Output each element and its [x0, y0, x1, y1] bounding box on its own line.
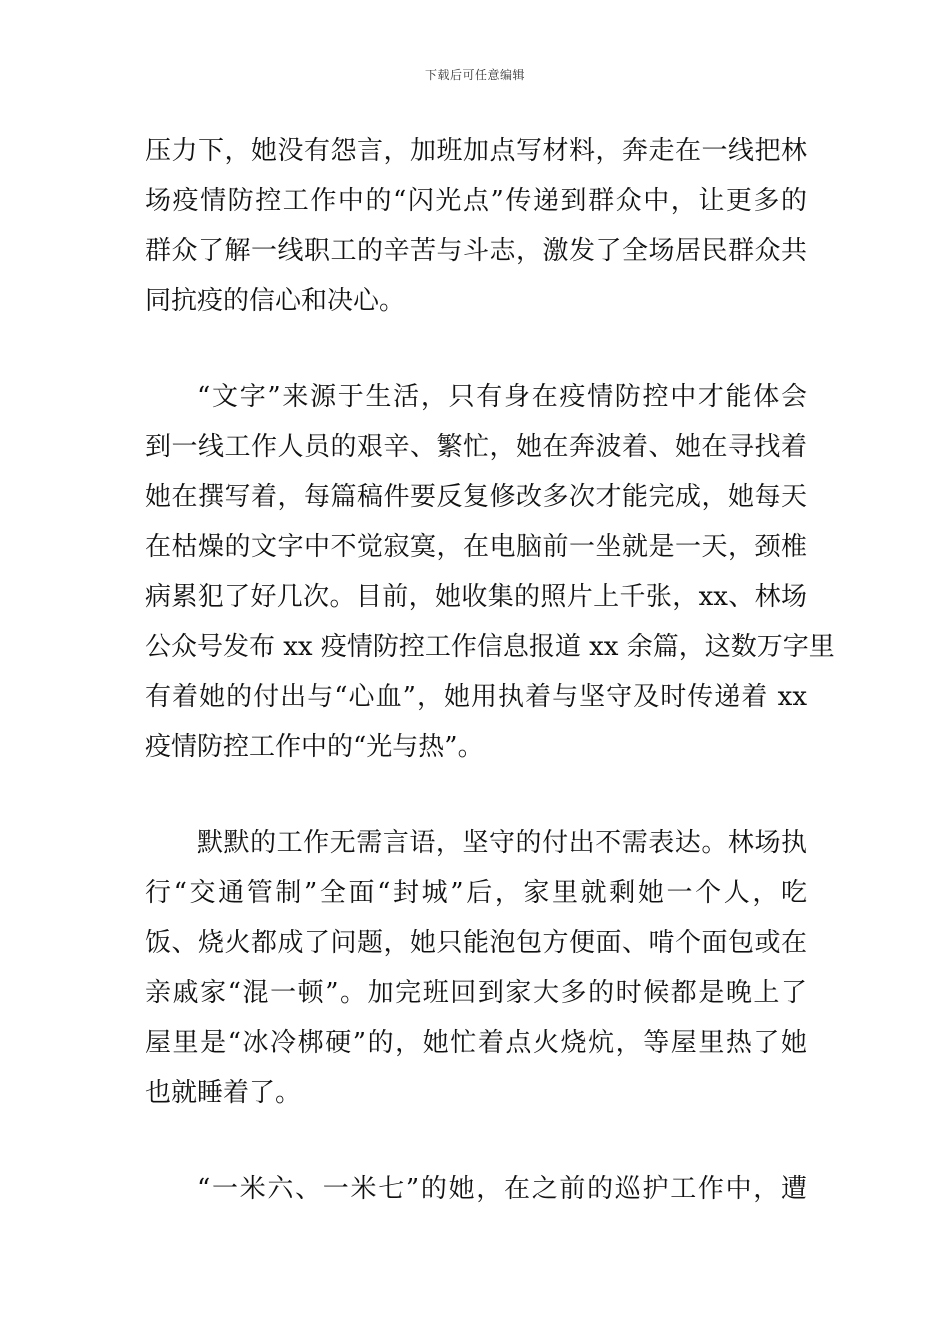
text-line: 公众号发布 xx 疫情防控工作信息报道 xx 余篇，这数万字里	[145, 632, 835, 662]
text-line: 屋里是“冰冷梆硬”的，她忙着点火烧炕，等屋里热了她	[145, 1028, 807, 1058]
text-line: 有着她的付出与“心血”，她用执着与坚守及时传递着 xx	[145, 682, 807, 712]
text-line: 到一线工作人员的艰辛、繁忙，她在奔波着、她在寻找着	[145, 432, 807, 462]
text-line: 群众了解一线职工的辛苦与斗志，激发了全场居民群众共	[145, 236, 807, 266]
header-note: 下载后可任意编辑	[424, 68, 525, 82]
text-line: 压力下，她没有怨言，加班加点写材料，奔走在一线把林	[145, 136, 807, 166]
paragraph-2	[145, 372, 835, 772]
text-line: 也就睡着了。	[145, 1078, 302, 1108]
text-line: 饭、烧火都成了问题，她只能泡包方便面、啃个面包或在	[145, 928, 807, 958]
text-line: 亲戚家“混一顿”。加完班回到家大多的时候都是晚上了	[145, 978, 807, 1008]
text-line: 疫情防控工作中的“光与热”。	[145, 732, 484, 762]
text-line: 她在撰写着，每篇稿件要反复修改多次才能完成，她每天	[145, 482, 807, 512]
text-line: 场疫情防控工作中的“闪光点”传递到群众中，让更多的	[145, 186, 807, 216]
paragraph-3	[145, 818, 807, 1118]
text-line: 默默的工作无需言语，坚守的付出不需表达。林场执	[197, 828, 807, 858]
document-body	[145, 126, 835, 1214]
text-line: “文字”来源于生活，只有身在疫情防控中才能体会	[197, 382, 807, 412]
text-line: 行“交通管制”全面“封城”后，家里就剩她一个人，吃	[145, 878, 807, 908]
paragraph-4	[145, 1164, 807, 1214]
text-line: “一米六、一米七”的她，在之前的巡护工作中，遭	[197, 1174, 807, 1204]
text-line: 在枯燥的文字中不觉寂寞，在电脑前一坐就是一天，颈椎	[145, 532, 807, 562]
text-line: 病累犯了好几次。目前，她收集的照片上千张，xx、林场	[145, 582, 807, 612]
paragraph-1	[145, 126, 807, 326]
text-line: 同抗疫的信心和决心。	[145, 286, 406, 316]
